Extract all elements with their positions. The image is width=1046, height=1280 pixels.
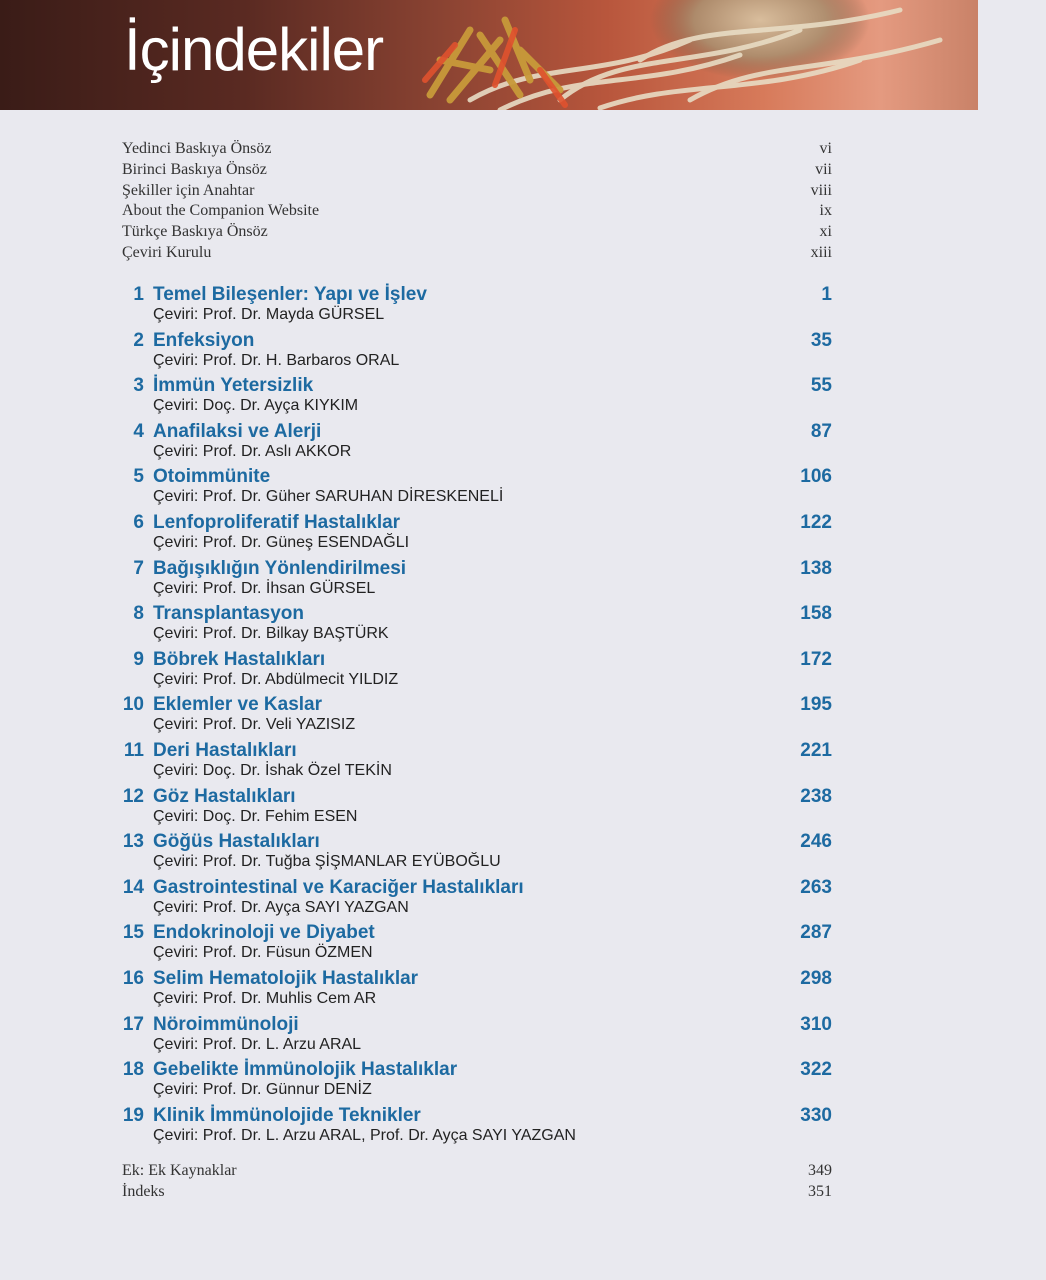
chapter-page: 55 — [810, 375, 832, 397]
chapter-translator: Çeviri: Doç. Dr. Fehim ESEN — [153, 807, 358, 825]
page-title: İçindekiler — [124, 16, 384, 83]
toc-entry[interactable] — [122, 139, 832, 160]
chapter-title: Endokrinoloji ve Diyabet — [153, 922, 375, 944]
chapter-number: 7 — [133, 557, 144, 579]
chapter-number: 1 — [133, 284, 144, 305]
chapter-page: 221 — [800, 739, 832, 761]
chapter-entry[interactable] — [122, 831, 832, 877]
chapter-entry[interactable] — [122, 466, 832, 512]
chapter-translator: Çeviri: Doç. Dr. Ayça KIYKIM — [153, 397, 359, 415]
chapter-translator: Çeviri: Prof. Dr. Mayda GÜRSEL — [153, 306, 385, 323]
chapter-translator: Çeviri: Prof. Dr. Güher SARUHAN DİRESKENELİ — [153, 488, 504, 506]
chapter-title: Göz Hastalıkları — [153, 785, 296, 807]
chapter-page: 106 — [800, 466, 832, 488]
chapter-entry[interactable] — [122, 649, 832, 695]
front-matter-list — [122, 139, 832, 264]
chapter-page: 1 — [821, 284, 832, 305]
chapter-number: 4 — [133, 420, 144, 442]
chapter-page: 322 — [800, 1059, 832, 1081]
entry-label: Şekiller için Anahtar — [122, 181, 255, 199]
chapter-title: Lenfoproliferatif Hastalıklar — [153, 511, 401, 533]
chapter-translator: Çeviri: Prof. Dr. L. Arzu ARAL, Prof. Dr. Ayça SAYI YAZGAN — [153, 1126, 576, 1144]
chapter-number: 19 — [122, 1104, 144, 1126]
chapter-title: Göğüs Hastalıkları — [153, 831, 320, 853]
chapter-entry[interactable] — [122, 330, 832, 376]
chapter-page: 310 — [800, 1013, 832, 1035]
chapter-title: Anafilaksi ve Alerji — [153, 420, 322, 442]
chapter-translator: Çeviri: Prof. Dr. Ayça SAYI YAZGAN — [153, 898, 409, 916]
chapter-translator: Çeviri: Prof. Dr. H. Barbaros ORAL — [153, 351, 400, 369]
chapter-translator: Çeviri: Prof. Dr. Muhlis Cem AR — [153, 989, 377, 1007]
chapter-title: Enfeksiyon — [153, 329, 255, 351]
entry-label: Türkçe Baskıya Önsöz — [122, 223, 268, 241]
entry-page: vi — [819, 140, 832, 157]
chapter-page: 298 — [800, 967, 832, 989]
chapter-title: Nöroimmünoloji — [153, 1013, 299, 1035]
chapter-page: 87 — [810, 420, 832, 442]
chapter-entry[interactable] — [122, 421, 832, 467]
chapter-title: Temel Bileşenler: Yapı ve İşlev — [153, 284, 427, 305]
chapter-number: 15 — [122, 922, 144, 944]
chapter-translator: Çeviri: Prof. Dr. Güneş ESENDAĞLI — [153, 533, 410, 551]
header-banner — [0, 0, 978, 110]
chapter-entry[interactable] — [122, 1105, 832, 1151]
chapter-page: 246 — [800, 831, 832, 853]
chapter-page: 122 — [800, 511, 832, 533]
chapter-entry[interactable] — [122, 1014, 832, 1060]
toc-entry[interactable] — [122, 201, 832, 222]
chapter-page: 172 — [800, 648, 832, 670]
entry-page: vii — [815, 160, 832, 178]
chapter-number: 6 — [133, 511, 144, 533]
entry-label: Yedinci Baskıya Önsöz — [122, 140, 272, 157]
chapter-page: 330 — [800, 1104, 832, 1126]
chapter-entry[interactable] — [122, 968, 832, 1014]
chapter-translator: Çeviri: Prof. Dr. Günnur DENİZ — [153, 1081, 372, 1099]
entry-label: Ek: Ek Kaynaklar — [122, 1162, 237, 1179]
chapter-translator: Çeviri: Prof. Dr. Veli YAZISIZ — [153, 716, 356, 734]
entry-label: Çeviri Kurulu — [122, 243, 212, 261]
entry-label: About the Companion Website — [122, 202, 320, 220]
chapter-translator: Çeviri: Prof. Dr. Bilkay BAŞTÜRK — [153, 625, 389, 643]
chapter-title: Selim Hematolojik Hastalıklar — [153, 967, 419, 989]
chapter-page: 287 — [800, 922, 832, 944]
chapter-number: 17 — [122, 1013, 144, 1035]
chapter-title: Böbrek Hastalıkları — [153, 648, 326, 670]
chapter-title: Bağışıklığın Yönlendirilmesi — [153, 557, 407, 579]
chapter-entry[interactable] — [122, 922, 832, 968]
toc-entry[interactable] — [122, 1182, 832, 1203]
chapter-title: İmmün Yetersizlik — [153, 375, 314, 397]
chapter-title: Eklemler ve Kaslar — [153, 694, 323, 716]
entry-page: 349 — [808, 1162, 832, 1179]
chapter-entry[interactable] — [122, 740, 832, 786]
chapter-number: 14 — [122, 876, 144, 898]
chapter-title: Otoimmünite — [153, 466, 271, 488]
chapter-page: 35 — [810, 329, 832, 351]
chapter-number: 10 — [122, 694, 144, 716]
chapter-translator: Çeviri: Prof. Dr. Abdülmecit YILDIZ — [153, 670, 399, 688]
chapter-title: Transplantasyon — [153, 603, 304, 625]
chapter-entry[interactable] — [122, 558, 832, 604]
chapter-entry[interactable] — [122, 512, 832, 558]
chapter-number: 8 — [133, 603, 144, 625]
toc-entry[interactable] — [122, 222, 832, 243]
chapter-number: 12 — [122, 785, 144, 807]
chapter-page: 138 — [800, 557, 832, 579]
chapter-title: Gastrointestinal ve Karaciğer Hastalıkları — [153, 876, 524, 898]
chapter-number: 2 — [133, 329, 144, 351]
chapter-entry[interactable] — [122, 1059, 832, 1105]
back-matter-list — [122, 1161, 832, 1203]
chapter-page: 238 — [800, 785, 832, 807]
chapter-entry[interactable] — [122, 603, 832, 649]
chapter-entry[interactable] — [122, 694, 832, 740]
chapter-page: 158 — [800, 603, 832, 625]
chapter-translator: Çeviri: Doç. Dr. İshak Özel TEKİN — [153, 761, 392, 779]
chapter-page: 263 — [800, 876, 832, 898]
chapter-entry[interactable] — [122, 786, 832, 832]
entry-label: İndeks — [122, 1182, 165, 1200]
entry-page: xiii — [810, 243, 832, 261]
chapter-title: Gebelikte İmmünolojik Hastalıklar — [153, 1059, 458, 1081]
chapter-number: 9 — [133, 648, 144, 670]
toc-entry[interactable] — [122, 243, 832, 264]
toc-entry[interactable] — [122, 181, 832, 202]
chapter-page: 195 — [800, 694, 832, 716]
chapter-list — [122, 284, 832, 1150]
toc-entry[interactable] — [122, 160, 832, 181]
chapter-number: 13 — [122, 831, 144, 853]
entry-page: ix — [819, 202, 832, 220]
chapter-number: 16 — [122, 967, 144, 989]
chapter-number: 18 — [122, 1059, 144, 1081]
chapter-number: 5 — [133, 466, 144, 488]
chapter-translator: Çeviri: Prof. Dr. L. Arzu ARAL — [153, 1035, 362, 1053]
entry-label: Birinci Baskıya Önsöz — [122, 160, 267, 178]
chapter-entry[interactable] — [122, 877, 832, 923]
chapter-translator: Çeviri: Prof. Dr. Füsun ÖZMEN — [153, 944, 373, 962]
entry-page: viii — [810, 181, 832, 199]
chapter-translator: Çeviri: Prof. Dr. Aslı AKKOR — [153, 442, 352, 460]
chapter-translator: Çeviri: Prof. Dr. İhsan GÜRSEL — [153, 579, 376, 597]
chapter-entry[interactable] — [122, 284, 832, 330]
chapter-translator: Çeviri: Prof. Dr. Tuğba ŞİŞMANLAR EYÜBOĞLU — [153, 853, 501, 871]
chapter-number: 3 — [133, 375, 144, 397]
chapter-title: Klinik İmmünolojide Teknikler — [153, 1104, 421, 1126]
chapter-number: 11 — [123, 739, 144, 761]
toc-entry[interactable] — [122, 1161, 832, 1182]
entry-page: 351 — [808, 1182, 832, 1200]
chapter-entry[interactable] — [122, 375, 832, 421]
entry-page: xi — [819, 223, 832, 241]
chapter-title: Deri Hastalıkları — [153, 739, 297, 761]
